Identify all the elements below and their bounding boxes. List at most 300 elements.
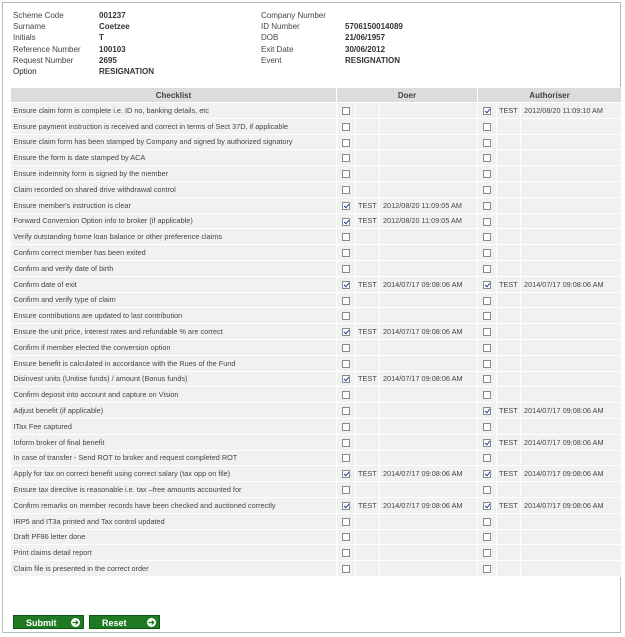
doer-user (356, 450, 380, 466)
doer-checkbox-cell (337, 292, 356, 308)
auth-checkbox-cell (478, 308, 497, 324)
authoriser-timestamp (521, 355, 622, 371)
doer-checkbox[interactable] (342, 502, 350, 510)
doer-checkbox[interactable] (342, 281, 350, 289)
detail-label: Company Number (261, 11, 326, 20)
doer-user: TEST (356, 213, 380, 229)
table-row (11, 260, 622, 276)
authoriser-checkbox[interactable] (483, 360, 491, 368)
doer-timestamp (380, 561, 478, 577)
checklist-item-label: Adjust benefit (if applicable) (11, 403, 337, 419)
auth-checkbox-cell (478, 324, 497, 340)
table-row (11, 339, 622, 355)
doer-checkbox[interactable] (342, 265, 350, 273)
checklist-item-label: Confirm deposit into account and capture on Vision (11, 387, 337, 403)
authoriser-timestamp (521, 339, 622, 355)
table-row (11, 529, 622, 545)
auth-checkbox-cell (478, 513, 497, 529)
doer-timestamp (380, 150, 478, 166)
auth-checkbox-cell (478, 150, 497, 166)
authoriser-timestamp (521, 118, 622, 134)
doer-user (356, 387, 380, 403)
authoriser-checkbox[interactable] (483, 391, 491, 399)
doer-checkbox-cell (337, 197, 356, 213)
doer-checkbox[interactable] (342, 518, 350, 526)
doer-user (356, 418, 380, 434)
checklist-item-label: Disinvest units (Unitise funds) / amount (Bonus funds) (11, 371, 337, 387)
doer-user (356, 403, 380, 419)
doer-checkbox-cell (337, 324, 356, 340)
detail-value: T (99, 33, 104, 43)
table-row (11, 118, 622, 134)
authoriser-checkbox[interactable] (483, 486, 491, 494)
checklist-header: Checklist (11, 88, 337, 103)
detail-label: ID Number (261, 22, 300, 32)
authoriser-user (497, 482, 521, 498)
authoriser-checkbox[interactable] (483, 328, 491, 336)
doer-timestamp (380, 545, 478, 561)
checklist-item-label: Ensure benefit is calculated in accordance with the Rues of the Fund (11, 355, 337, 371)
authoriser-timestamp (521, 482, 622, 498)
checklist-item-label: Confirm remarks on member records have been checked and auctioned correctly (11, 497, 337, 513)
doer-checkbox-cell (337, 561, 356, 577)
checklist-item-label: Ensure indemnity form is signed by the member (11, 166, 337, 182)
table-row (11, 497, 622, 513)
authoriser-checkbox[interactable] (483, 344, 491, 352)
doer-timestamp (380, 245, 478, 261)
doer-user: TEST (356, 324, 380, 340)
auth-checkbox-cell (478, 371, 497, 387)
checklist-table (10, 87, 622, 577)
claim-checklist-panel (2, 2, 621, 633)
table-row (11, 418, 622, 434)
doer-timestamp (380, 103, 478, 119)
authoriser-checkbox[interactable] (483, 312, 491, 320)
auth-checkbox-cell (478, 197, 497, 213)
auth-checkbox-cell (478, 545, 497, 561)
doer-checkbox-cell (337, 418, 356, 434)
authoriser-user: TEST (497, 276, 521, 292)
authoriser-user (497, 308, 521, 324)
doer-user (356, 118, 380, 134)
table-row (11, 308, 622, 324)
detail-row (11, 32, 611, 43)
authoriser-user (497, 197, 521, 213)
detail-label: Exit Date (261, 44, 294, 54)
doer-checkbox[interactable] (342, 344, 350, 352)
doer-user (356, 292, 380, 308)
auth-checkbox-cell (478, 561, 497, 577)
doer-checkbox-cell (337, 339, 356, 355)
auth-checkbox-cell (478, 466, 497, 482)
arrow-right-circle-icon: ➜ (148, 618, 155, 627)
auth-checkbox-cell (478, 497, 497, 513)
doer-user (356, 434, 380, 450)
table-row (11, 150, 622, 166)
authoriser-checkbox[interactable] (483, 186, 491, 194)
auth-checkbox-cell (478, 482, 497, 498)
doer-checkbox[interactable] (342, 391, 350, 399)
checklist-item-label: Verify outstanding home loan balance or other preference claims (11, 229, 337, 245)
authoriser-checkbox[interactable] (483, 139, 491, 147)
doer-user (356, 545, 380, 561)
doer-timestamp (380, 260, 478, 276)
authoriser-checkbox[interactable] (483, 407, 491, 415)
auth-checkbox-cell (478, 103, 497, 119)
doer-checkbox-cell (337, 513, 356, 529)
authoriser-user (497, 513, 521, 529)
auth-checkbox-cell (478, 450, 497, 466)
doer-checkbox-cell (337, 229, 356, 245)
doer-timestamp: 2014/07/17 09:08:06 AM (380, 466, 478, 482)
authoriser-checkbox[interactable] (483, 154, 491, 162)
doer-timestamp: 2014/07/17 09:08:06 AM (380, 497, 478, 513)
detail-value: 001237 (99, 11, 126, 20)
doer-checkbox-cell (337, 355, 356, 371)
authoriser-user (497, 371, 521, 387)
doer-checkbox[interactable] (342, 328, 350, 336)
checklist-item-label: Confirm if member elected the conversion option (11, 339, 337, 355)
table-header-row (11, 88, 622, 103)
authoriser-user (497, 339, 521, 355)
detail-value: 21/06/1957 (345, 33, 386, 43)
authoriser-timestamp (521, 561, 622, 577)
authoriser-checkbox[interactable] (483, 518, 491, 526)
authoriser-timestamp (521, 260, 622, 276)
doer-checkbox-cell (337, 150, 356, 166)
doer-user: TEST (356, 197, 380, 213)
doer-timestamp: 2012/08/20 11:09:05 AM (380, 213, 478, 229)
doer-timestamp: 2014/07/17 09:08:06 AM (380, 371, 478, 387)
authoriser-user (497, 166, 521, 182)
auth-checkbox-cell (478, 339, 497, 355)
checklist-item-label: Ensure payment instruction is received and correct in terms of Sect 37D, if applicable (11, 118, 337, 134)
checklist-item-label: Ensure claim form has been stamped by Company and signed by authorized signatory (11, 134, 337, 150)
auth-checkbox-cell (478, 134, 497, 150)
authoriser-timestamp (521, 166, 622, 182)
authoriser-user (497, 355, 521, 371)
checklist-item-label: Print claims detail report (11, 545, 337, 561)
authoriser-checkbox[interactable] (483, 281, 491, 289)
reset-label: Reset (102, 618, 127, 628)
doer-user: TEST (356, 497, 380, 513)
table-row (11, 545, 622, 561)
doer-timestamp (380, 418, 478, 434)
detail-label: Option (13, 66, 37, 76)
table-row (11, 276, 622, 292)
authoriser-user: TEST (497, 403, 521, 419)
authoriser-checkbox[interactable] (483, 297, 491, 305)
doer-checkbox[interactable] (342, 218, 350, 226)
doer-checkbox[interactable] (342, 360, 350, 368)
doer-checkbox[interactable] (342, 312, 350, 320)
detail-value: 2695 (99, 55, 117, 65)
doer-checkbox[interactable] (342, 407, 350, 415)
doer-checkbox[interactable] (342, 249, 350, 257)
doer-user (356, 229, 380, 245)
table-row (11, 482, 622, 498)
doer-user: TEST (356, 371, 380, 387)
doer-user (356, 355, 380, 371)
table-row (11, 513, 622, 529)
checklist-item-label: Ensure member's instruction is clear (11, 197, 337, 213)
authoriser-user (497, 260, 521, 276)
authoriser-checkbox[interactable] (483, 249, 491, 257)
auth-checkbox-cell (478, 213, 497, 229)
table-row (11, 434, 622, 450)
authoriser-timestamp: 2014/07/17 09:08:06 AM (521, 434, 622, 450)
authoriser-timestamp (521, 387, 622, 403)
checklist-item-label: Ensure tax directive is reasonable i.e. tax –free amounts accounted for (11, 482, 337, 498)
authoriser-user (497, 561, 521, 577)
doer-checkbox[interactable] (342, 470, 350, 478)
doer-user (356, 245, 380, 261)
doer-checkbox[interactable] (342, 154, 350, 162)
doer-user (356, 134, 380, 150)
detail-label: DOB (261, 33, 279, 43)
table-row (11, 466, 622, 482)
doer-checkbox[interactable] (342, 186, 350, 194)
doer-timestamp: 2014/07/17 09:08:06 AM (380, 276, 478, 292)
checklist-item-label: Ensure the unit price, interest rates and refundable % are correct (11, 324, 337, 340)
authoriser-timestamp: 2014/07/17 09:08:06 AM (521, 497, 622, 513)
doer-checkbox[interactable] (342, 565, 350, 573)
detail-row (11, 55, 611, 66)
authoriser-user (497, 181, 521, 197)
authoriser-checkbox[interactable] (483, 218, 491, 226)
authoriser-checkbox[interactable] (483, 375, 491, 383)
auth-checkbox-cell (478, 292, 497, 308)
auth-checkbox-cell (478, 181, 497, 197)
table-row (11, 355, 622, 371)
authoriser-timestamp (521, 308, 622, 324)
table-row (11, 387, 622, 403)
authoriser-checkbox[interactable] (483, 170, 491, 178)
checklist-item-label: Confirm and verify type of claim (11, 292, 337, 308)
authoriser-user (497, 118, 521, 134)
doer-timestamp (380, 134, 478, 150)
authoriser-checkbox[interactable] (483, 502, 491, 510)
checklist-item-label: ITax Fee captured (11, 418, 337, 434)
doer-checkbox-cell (337, 260, 356, 276)
authoriser-checkbox[interactable] (483, 439, 491, 447)
authoriser-user (497, 213, 521, 229)
authoriser-user (497, 229, 521, 245)
doer-checkbox-cell (337, 482, 356, 498)
table-row (11, 213, 622, 229)
authoriser-timestamp (521, 324, 622, 340)
authoriser-timestamp (521, 197, 622, 213)
authoriser-checkbox[interactable] (483, 107, 491, 115)
doer-checkbox[interactable] (342, 375, 350, 383)
doer-checkbox[interactable] (342, 139, 350, 147)
doer-timestamp (380, 308, 478, 324)
checklist-item-label: Draft PF86 letter done (11, 529, 337, 545)
auth-checkbox-cell (478, 245, 497, 261)
doer-checkbox-cell (337, 134, 356, 150)
authoriser-timestamp: 2012/08/20 11:09:10 AM (521, 103, 622, 119)
doer-header: Doer (337, 88, 478, 103)
submit-label: Submit (26, 618, 57, 628)
authoriser-user (497, 529, 521, 545)
authoriser-checkbox[interactable] (483, 549, 491, 557)
doer-user (356, 150, 380, 166)
checklist-item-label: IRP5 and IT3a printed and Tax control updated (11, 513, 337, 529)
doer-checkbox[interactable] (342, 170, 350, 178)
doer-checkbox[interactable] (342, 454, 350, 462)
doer-checkbox[interactable] (342, 533, 350, 541)
table-row (11, 197, 622, 213)
authoriser-timestamp (521, 450, 622, 466)
authoriser-user: TEST (497, 466, 521, 482)
doer-timestamp (380, 450, 478, 466)
reset-button[interactable] (89, 615, 160, 629)
auth-checkbox-cell (478, 260, 497, 276)
doer-user (356, 166, 380, 182)
checklist-item-label: In case of transfer - Send ROT to broker and request completed ROT (11, 450, 337, 466)
authoriser-timestamp: 2014/07/17 09:08:06 AM (521, 466, 622, 482)
table-row (11, 181, 622, 197)
authoriser-timestamp (521, 418, 622, 434)
doer-user (356, 181, 380, 197)
doer-checkbox-cell (337, 118, 356, 134)
doer-checkbox-cell (337, 181, 356, 197)
doer-user (356, 482, 380, 498)
doer-user: TEST (356, 276, 380, 292)
authoriser-timestamp (521, 245, 622, 261)
table-row (11, 166, 622, 182)
doer-checkbox[interactable] (342, 123, 350, 131)
doer-timestamp (380, 166, 478, 182)
auth-checkbox-cell (478, 403, 497, 419)
authoriser-checkbox[interactable] (483, 233, 491, 241)
doer-checkbox-cell (337, 545, 356, 561)
doer-checkbox-cell (337, 371, 356, 387)
doer-checkbox-cell (337, 403, 356, 419)
auth-checkbox-cell (478, 355, 497, 371)
detail-value: 100103 (99, 44, 126, 54)
doer-checkbox-cell (337, 497, 356, 513)
checklist-item-label: Ensure the form is date stamped by ACA (11, 150, 337, 166)
doer-timestamp (380, 118, 478, 134)
authoriser-user (497, 150, 521, 166)
authoriser-timestamp: 2014/07/17 09:08:06 AM (521, 276, 622, 292)
submit-button[interactable] (13, 615, 84, 629)
doer-timestamp (380, 181, 478, 197)
doer-timestamp (380, 292, 478, 308)
doer-timestamp (380, 339, 478, 355)
authoriser-user (497, 450, 521, 466)
checklist-item-label: Confirm date of exit (11, 276, 337, 292)
checklist-item-label: Ensure contributions are updated to last contribution (11, 308, 337, 324)
auth-checkbox-cell (478, 529, 497, 545)
authoriser-checkbox[interactable] (483, 454, 491, 462)
detail-value: Coetzee (99, 22, 130, 32)
doer-user (356, 529, 380, 545)
doer-checkbox[interactable] (342, 107, 350, 115)
checklist-item-label: Ensure claim form is complete i.e. ID no, banking details, etc (11, 103, 337, 119)
authoriser-checkbox[interactable] (483, 423, 491, 431)
authoriser-timestamp: 2014/07/17 09:08:06 AM (521, 403, 622, 419)
checklist-item-label: Inform broker of final benefit (11, 434, 337, 450)
authoriser-user: TEST (497, 103, 521, 119)
detail-row (11, 66, 611, 77)
authoriser-checkbox[interactable] (483, 265, 491, 273)
doer-timestamp (380, 529, 478, 545)
auth-checkbox-cell (478, 418, 497, 434)
detail-label: Event (261, 55, 282, 65)
authoriser-timestamp (521, 229, 622, 245)
doer-checkbox[interactable] (342, 202, 350, 210)
doer-timestamp (380, 403, 478, 419)
doer-timestamp (380, 482, 478, 498)
authoriser-checkbox[interactable] (483, 202, 491, 210)
authoriser-user: TEST (497, 434, 521, 450)
doer-user (356, 103, 380, 119)
detail-label: Initials (13, 33, 36, 43)
authoriser-user (497, 545, 521, 561)
checklist-item-label: Claim file is presented in the correct order (11, 561, 337, 577)
doer-user (356, 339, 380, 355)
table-row (11, 229, 622, 245)
authoriser-user (497, 324, 521, 340)
doer-checkbox-cell (337, 103, 356, 119)
detail-value: RESIGNATION (345, 55, 400, 65)
doer-timestamp (380, 355, 478, 371)
authoriser-user (497, 387, 521, 403)
authoriser-checkbox[interactable] (483, 470, 491, 478)
table-row (11, 245, 622, 261)
authoriser-timestamp (521, 213, 622, 229)
checklist-item-label: Claim recorded on shared drive withdrawal control (11, 181, 337, 197)
table-row (11, 403, 622, 419)
doer-checkbox-cell (337, 466, 356, 482)
authoriser-checkbox[interactable] (483, 123, 491, 131)
doer-timestamp (380, 434, 478, 450)
checklist-item-label: Apply for tax on correct benefit using correct salary (tax opp on file) (11, 466, 337, 482)
authoriser-checkbox[interactable] (483, 565, 491, 573)
doer-checkbox[interactable] (342, 233, 350, 241)
doer-checkbox-cell (337, 245, 356, 261)
detail-label: Request Number (13, 55, 74, 65)
table-row (11, 292, 622, 308)
authoriser-timestamp (521, 513, 622, 529)
doer-checkbox[interactable] (342, 549, 350, 557)
doer-checkbox[interactable] (342, 423, 350, 431)
doer-user (356, 308, 380, 324)
doer-checkbox[interactable] (342, 439, 350, 447)
detail-label: Scheme Code (13, 11, 64, 20)
member-details (11, 10, 611, 77)
doer-timestamp: 2012/08/20 11:09:05 AM (380, 197, 478, 213)
detail-row (11, 44, 611, 55)
doer-user (356, 513, 380, 529)
auth-checkbox-cell (478, 434, 497, 450)
doer-checkbox[interactable] (342, 297, 350, 305)
doer-checkbox-cell (337, 434, 356, 450)
authoriser-timestamp (521, 181, 622, 197)
detail-row (11, 10, 611, 21)
doer-checkbox[interactable] (342, 486, 350, 494)
detail-label: Reference Number (13, 44, 81, 54)
authoriser-checkbox[interactable] (483, 533, 491, 541)
doer-checkbox-cell (337, 166, 356, 182)
auth-checkbox-cell (478, 166, 497, 182)
doer-user (356, 561, 380, 577)
detail-value: 5706150014089 (345, 22, 403, 32)
doer-timestamp (380, 229, 478, 245)
arrow-right-circle-icon: ➜ (72, 618, 79, 627)
